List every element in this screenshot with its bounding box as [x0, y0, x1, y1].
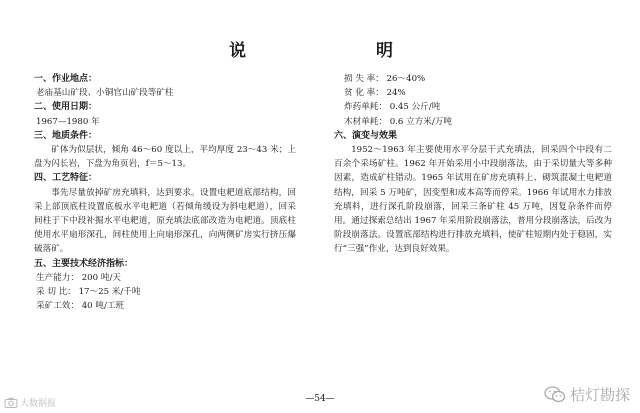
indicator-value: 17～25 米/千吨 — [78, 287, 141, 298]
page-title: 说 明 — [229, 41, 455, 61]
wechat-icon — [544, 386, 566, 403]
indicator-row — [334, 115, 612, 129]
indicator-value: 0.45 公斤/吨 — [389, 102, 441, 113]
indicator-label: 生产能力： — [36, 272, 79, 283]
section-heading-date: 二、使用日期： — [34, 102, 98, 113]
watermark-left-text: 大数据报 — [20, 399, 57, 409]
left-column — [34, 72, 296, 313]
indicator-value: 0.6 立方米/万吨 — [389, 116, 452, 127]
indicator-row — [334, 86, 612, 100]
section-heading-process: 四、工艺特征： — [34, 173, 98, 184]
indicator-row — [34, 299, 296, 313]
watermark-right — [544, 384, 630, 405]
indicator-label: 损 失 率： — [344, 74, 384, 84]
indicator-value: 26～40% — [386, 74, 426, 84]
section-heading-location: 一、作业地点： — [34, 74, 98, 84]
section-text-process: 事先尽量放掉矿房充填料，达到要求。设置电耙道底部结构，回采上部顶底柱设置底板水平电耙道（若倾角缓设为斜电耙道），回采间柱于下中段补掘水平电耙道，原充填法底部改造为电耙道。顶底柱使用水平扇形深孔，间柱使用上向扇形深孔，向两侧矿房实行挤压爆破落矿。 — [34, 187, 296, 255]
camera-icon — [4, 397, 18, 408]
indicator-label: 采矿工效： — [36, 301, 79, 312]
indicator-row — [334, 72, 612, 86]
indicator-value: 24% — [386, 88, 406, 99]
section-text-evolution: 1952～1963 年主要使用水平分层干式充填法，回采四个中段有二百余个采场矿柱。1962 年开始采用小中段崩落法，由于采切量大等多种因素，造成矿柱错动。1965 年试用在矿房充填料上、砌筑混凝土电耙道结构，回采 5 万吨矿，因变型和成本高等而停采。1966 年试用水力排放充填料，进行深孔阶段崩落，回采三条矿柱 45 万吨，因复杂条件而停用。通过探索总结出 1967 年采用阶段崩落法，普用分段崩落法，后改为阶段崩落法。设置底部结构进行排放充填料，使矿柱短期内处于稳固，实行“三强”作业，达到良好效果。 — [334, 145, 612, 255]
indicator-label: 贫 化 率： — [344, 88, 384, 99]
page-number: —54— — [305, 394, 335, 404]
indicator-row — [34, 271, 296, 285]
indicator-row — [34, 285, 296, 299]
indicator-row — [334, 100, 612, 114]
indicator-label: 木材单耗： — [344, 116, 387, 127]
indicator-label: 炸药单耗： — [344, 102, 387, 113]
section-heading-indicators: 五、主要技术经济指标： — [34, 258, 134, 269]
watermark-right-text: 桔灯勘探 — [569, 386, 630, 404]
indicator-label: 采 切 比： — [36, 287, 76, 298]
section-heading-geology: 三、地质条件： — [34, 130, 98, 141]
watermark-left — [4, 396, 56, 409]
indicator-value: 200 吨/天 — [81, 272, 121, 283]
right-column — [334, 72, 612, 257]
section-text-geology: 矿体为似层状，倾角 46～60 度以上，平均厚度 23～43 米；上盘为闪长岩，下盘为角页岩，f＝5～13。 — [34, 145, 296, 170]
indicator-value: 40 吨/工班 — [81, 301, 125, 312]
section-text-date: 1967—1980 年 — [36, 116, 100, 127]
section-heading-evolution: 六、演变与效果 — [334, 130, 398, 141]
section-text-location: 老庙基山矿段、小铜官山矿段等矿柱 — [36, 88, 174, 99]
